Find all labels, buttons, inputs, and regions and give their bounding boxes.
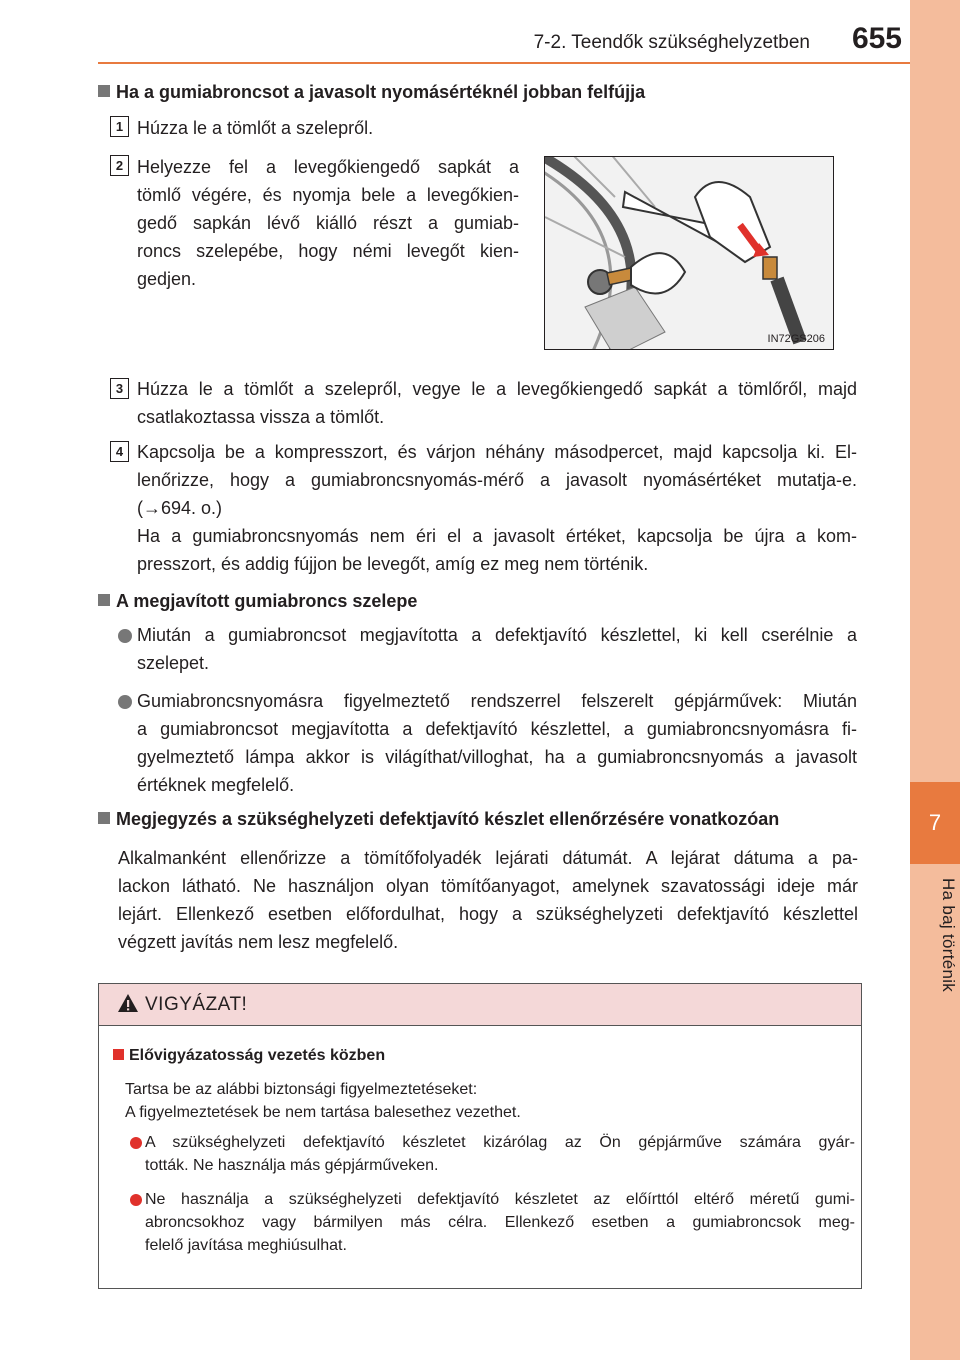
- step4-text: Kapcsolja be a kompresszort, és várjon néhány másodpercet, majd kapcsolja ki. El- lenőrizze, hogy a gumiabroncsnyomás-mérő a javasolt nyomásértéket mutatja-e. (→694. o.) Ha a gumiabroncsnyomás nem éri el a javasolt értéket, kapcsolja be újra a kom- presszort, és addig fújjon be levegőt, amíg ez meg nem történik.: [137, 442, 857, 574]
- chapter-number: 7: [928, 810, 942, 835]
- square-bullet-icon: [98, 812, 110, 824]
- chapter-label: Ha baj történik: [939, 878, 958, 993]
- caution-heading: Elővigyázatosság vezetés közben: [113, 1047, 385, 1065]
- section3-text: Alkalmanként ellenőrizze a tömítőfolyadék lejárati dátumát. A lejárat dátuma a pa- lackon látható. Ne használjon olyan tömítőanyagot, amelynek szavatossági ideje már lejárt. Ellenkező esetben előfordulhat, hogy a szükséghelyzeti defektjavító készlettel végzett javítás nem lesz megfelelő.: [118, 848, 858, 952]
- warning-icon: [117, 993, 139, 1013]
- step-badge-4: 4: [110, 441, 129, 462]
- caution-box: [98, 983, 862, 1289]
- step1-text: Húzza le a tömlőt a szelepről.: [137, 118, 374, 138]
- illustration-valve-cap: [544, 156, 834, 350]
- caution-bullet-dot: [130, 1194, 142, 1206]
- caution-title: VIGYÁZAT!: [145, 994, 248, 1015]
- caution-header: [99, 984, 861, 1026]
- step3-text: Húzza le a tömlőt a szelepről, vegye le a levegőkiengedő sapkát a tömlőről, majd csatlakoztassa vissza a tömlőt.: [137, 379, 857, 427]
- section2-bullet-2: Gumiabroncsnyomásra figyelmeztető rendszerrel felszerelt gépjárművek: Miután a gumiabroncsot megjavította a defektjavító készlettel, a gumiabroncsnyomásra fi- gyelmeztető lámpa akkor is világíthat/villoghat, ha a gumiabroncsnyomás a javasolt értéknek megfelelő.: [137, 691, 857, 795]
- step-badge-1: 1: [110, 116, 129, 137]
- step-badge-3: 3: [110, 378, 129, 399]
- section-title: 7-2. Teendők szükséghelyzetben: [533, 32, 810, 53]
- step2-text: Helyezze fel a levegőkiengedő sapkát a tömlő végére, és nyomja bele a levegőkien- gedő sapkán lévő kiálló részt a gumiab- roncs szelepébe, hogy némi levegőt kien- gedjen.: [137, 157, 519, 289]
- caution-intro: Tartsa be az alábbi biztonsági figyelmeztetéseket: A figyelmeztetések be nem tartása balesethez vezethet.: [125, 1081, 521, 1121]
- chapter-tab: [910, 782, 960, 864]
- bullet-dot: [118, 629, 132, 643]
- step-badge-2: 2: [110, 155, 129, 176]
- caution-bullet-2: Ne használja a szükséghelyzeti defektjavító készletet az előírttól eltérő méretű gumi- abroncsokhoz vagy bármilyen más célra. Ellenkező esetben a gumiabroncsok meg- felelő javítása meghiúsulhat.: [145, 1191, 855, 1254]
- figure-code: IN72GS206: [767, 333, 825, 345]
- header-rule: [98, 62, 910, 64]
- section1-heading: Ha a gumiabroncsot a javasolt nyomásértéknél jobban felfújja: [98, 82, 645, 103]
- square-bullet-icon: [113, 1049, 124, 1060]
- square-bullet-icon: [98, 594, 110, 606]
- tire-valve-illustration: [545, 157, 834, 350]
- section2-heading: A megjavított gumiabroncs szelepe: [98, 591, 417, 612]
- square-bullet-icon: [98, 85, 110, 97]
- section3-heading: Megjegyzés a szükséghelyzeti defektjavító készlet ellenőrzésére vonatkozóan: [98, 809, 779, 830]
- page-number: 655: [851, 22, 902, 55]
- section2-bullet-1: Miután a gumiabroncsot megjavította a defektjavító készlettel, ki kell cserélnie a szelepet.: [137, 625, 857, 673]
- side-strip: [910, 0, 960, 1360]
- caution-bullet-dot: [130, 1137, 142, 1149]
- bullet-dot: [118, 695, 132, 709]
- caution-bullet-1: A szükséghelyzeti defektjavító készletet kizárólag az Ön gépjárműve számára gyár- tották. Ne használja más gépjárműveken.: [145, 1134, 855, 1174]
